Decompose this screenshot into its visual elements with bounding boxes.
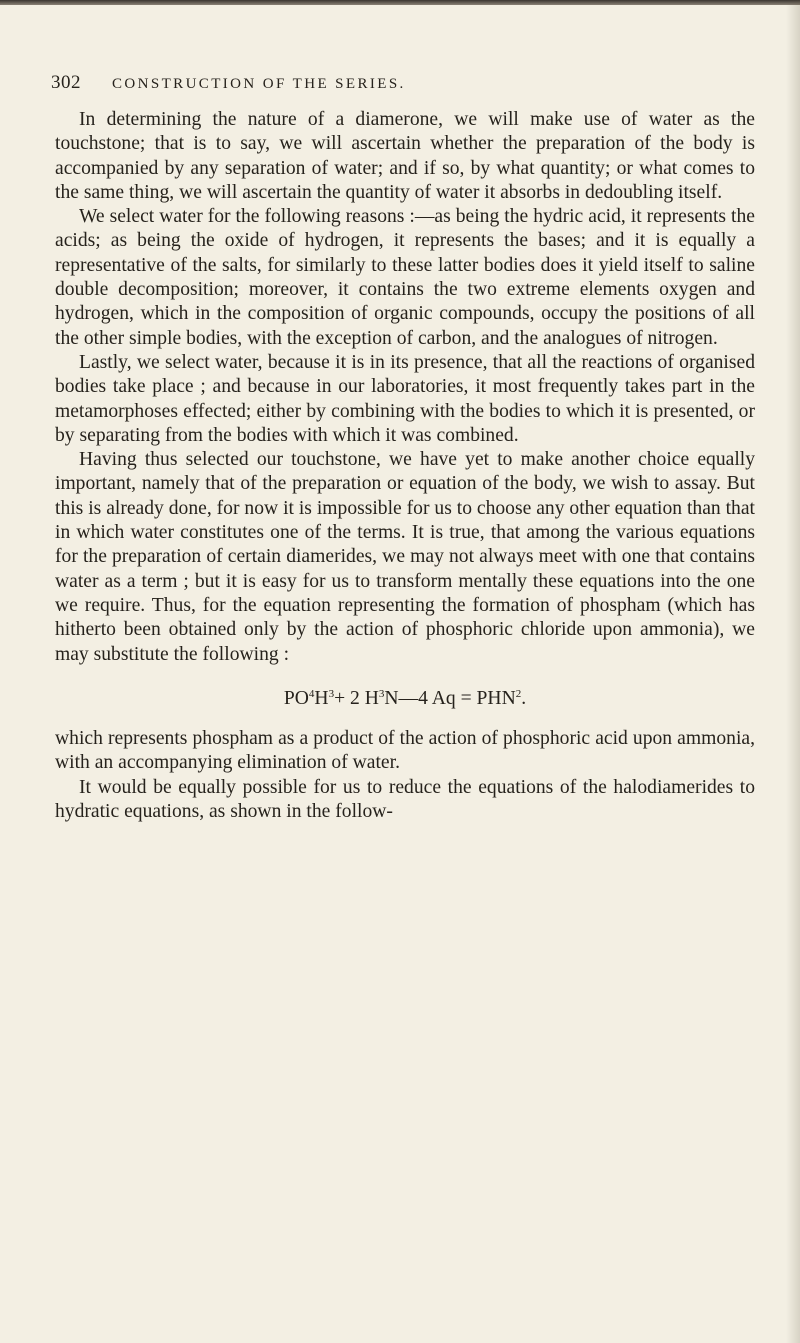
page-header	[51, 72, 755, 108]
paragraph-reasons: We select water for the following reasons :—as being the hydric acid, it represents the acids; as being the oxide of hydrogen, it represents the bases; and it is equally a representative of the salts, for similarly to these latter bodies does it yield itself to saline double decomposition; moreover, it contains the two extreme elements oxygen and hydrogen, which in the composition of organic compounds, occupy the positions of all the other simple bodies, with the exception of carbon, and the analogues of nitrogen.	[55, 206, 755, 349]
book-page	[51, 72, 755, 824]
paragraph-determining: In determining the nature of a diamerone, we will make use of water as the touchstone; that is to say, we will ascertain whether the preparation of the body is accompanied by any separation of water; and if so, by what quantity; or what comes to the same thing, we will ascertain the quantity of water it absorbs in dedoubling itself.	[55, 109, 755, 203]
running-head: CONSTRUCTION OF THE SERIES.	[112, 76, 406, 92]
page-number: 302	[51, 72, 81, 93]
top-page-edge	[0, 0, 800, 5]
body-text	[55, 108, 755, 824]
paragraph-lastly: Lastly, we select water, because it is in its presence, that all the reactions of organised bodies take place ; and because in our laboratories, it most frequently takes part in the metamorphoses effected; either by combining with the bodies to which it is presented, or by separating from the bodies with which it was combined.	[55, 351, 755, 446]
phospham-equation: $PO^4H^3+ 2$ $H^3N—4$ $Aq = PHN^2$.	[283, 687, 527, 709]
paragraph-halodiamerides: It would be equally possible for us to reduce the equations of the halodiamerides to hydratic equations, as shown in the follow-	[55, 776, 755, 823]
paragraph-which-represents: which represents phospham as a product of the action of phosphoric acid upon ammonia, with an accompanying elimination of water.	[55, 728, 755, 774]
page-gutter-shadow	[786, 0, 800, 1343]
paragraph-touchstone: Having thus selected our touchstone, we have yet to make another choice equally important, namely that of the preparation or equation of the body, we wish to assay. But this is already done, for now it is impossible for us to choose any other equation than that in which water constitutes one of the terms. It is true, that among the various equations for the preparation of certain diamerides, we may not always meet with one that contains water as a term ; but it is easy for us to transform mentally these equations into the one we require. Thus, for the equation representing the formation of phospham (which has hitherto been obtained only by the action of phosphoric chloride upon ammonia), we may substitute the following :	[55, 449, 755, 665]
